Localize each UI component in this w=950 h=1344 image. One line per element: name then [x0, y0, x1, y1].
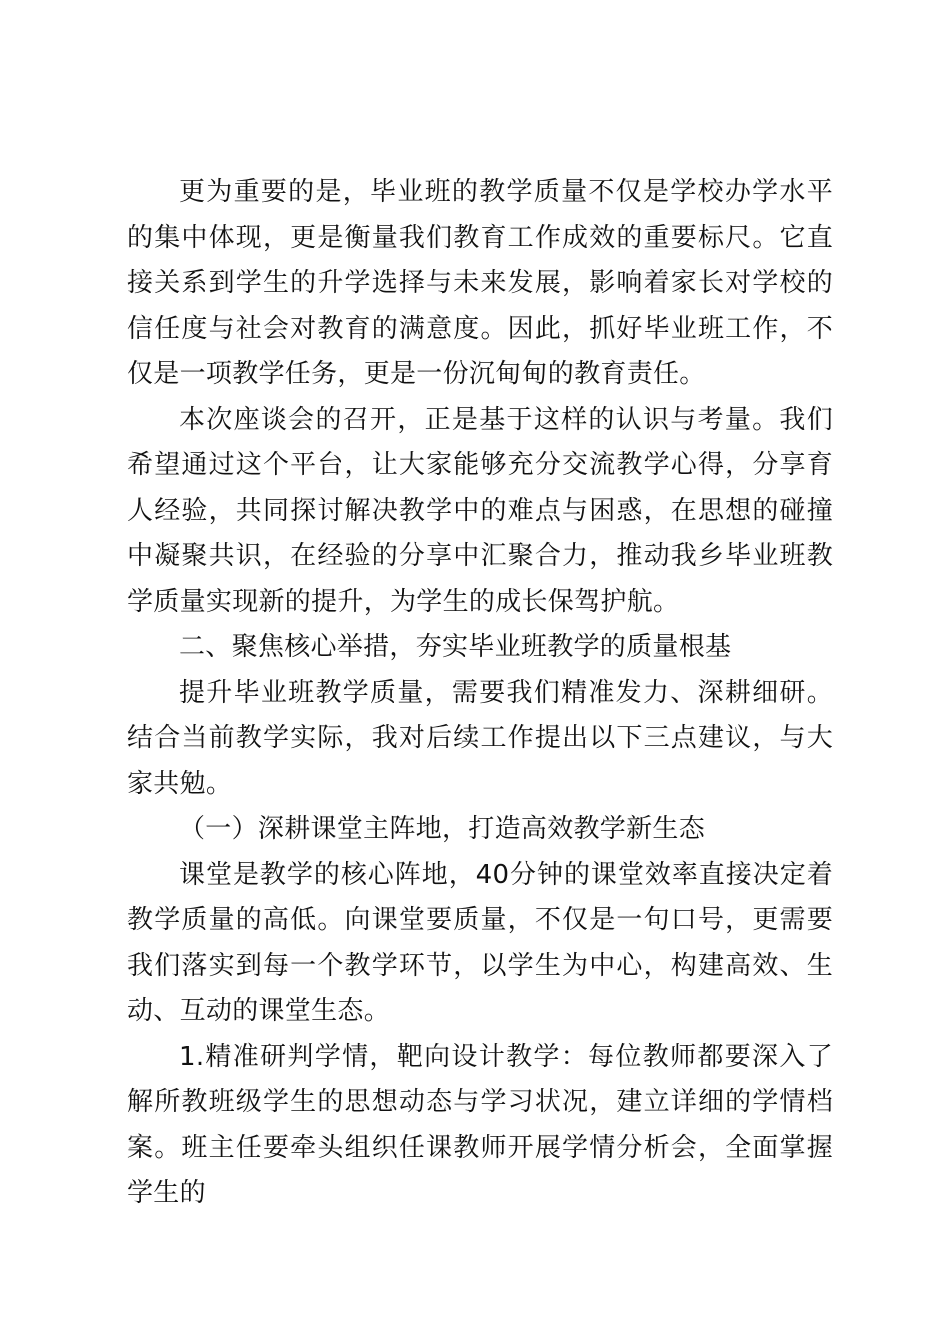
subsection-heading-1: （一）深耕课堂主阵地，打造高效教学新生态 — [179, 814, 706, 844]
document-body — [127, 170, 833, 1217]
paragraph-importance: 更为重要的是，毕业班的教学质量不仅是学校办学水平的集中体现，更是衡量我们教育工作成效的重要标尺。它直接关系到学生的升学选择与未来发展，影响着家长对学校的信任度与社会对教育的满意度。因此，抓好毕业班工作，不仅是一项教学任务，更是一份沉甸甸的教育责任。 — [127, 177, 833, 389]
paragraph-meeting-purpose: 本次座谈会的召开，正是基于这样的认识与考量。我们希望通过这个平台，让大家能够充分交流教学心得，分享育人经验，共同探讨解决教学中的难点与困惑，在思想的碰撞中凝聚共识，在经验的分享中汇聚合力，推动我乡毕业班教学质量实现新的提升，为学生的成长保驾护航。 — [127, 404, 833, 617]
paragraph-suggestions-intro: 提升毕业班教学质量，需要我们精准发力、深耕细研。结合当前教学实际，我对后续工作提出以下三点建议，与大家共勉。 — [127, 677, 833, 799]
paragraph-item-1: 1.精准研判学情，靶向设计教学：每位教师都要深入了解所教班级学生的思想动态与学习状况，建立详细的学情档案。班主任要牵头组织任课教师开展学情分析会，全面掌握学生的 — [127, 1041, 833, 1208]
paragraph-classroom: 课堂是教学的核心阵地，40分钟的课堂效率直接决定着教学质量的高低。向课堂要质量，不仅是一句口号，更需要我们落实到每一个教学环节，以学生为中心，构建高效、生动、互动的课堂生态。 — [127, 859, 833, 1026]
section-heading-2: 二、聚焦核心举措，夯实毕业班教学的质量根基 — [179, 632, 732, 662]
